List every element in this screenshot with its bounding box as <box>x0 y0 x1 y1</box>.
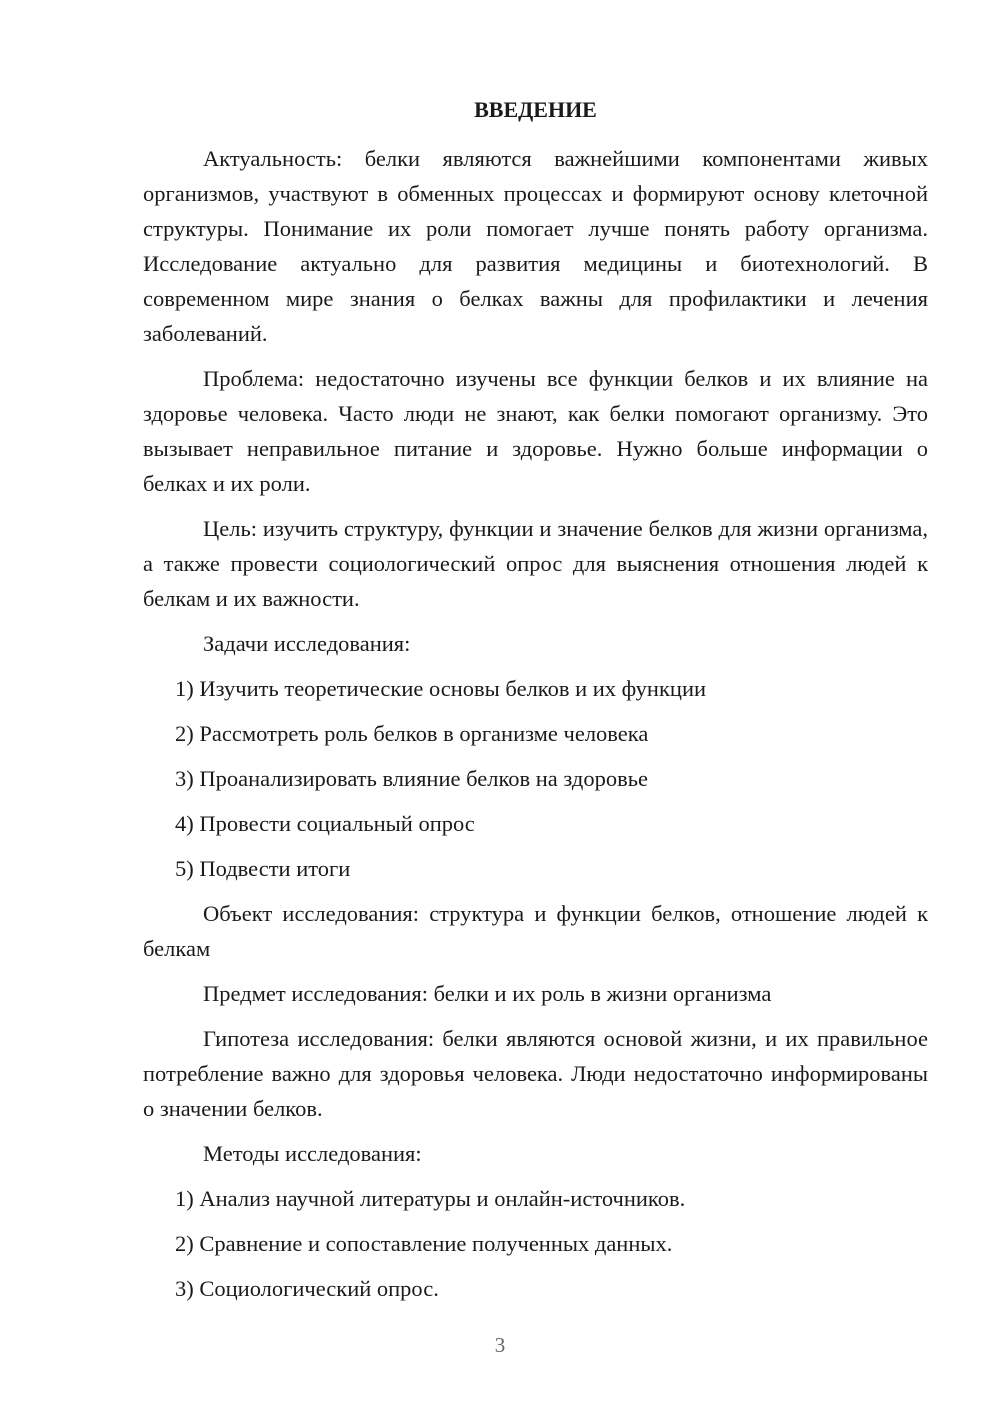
object-paragraph: Объект исследования: структура и функции белков, отношение людей к белкам <box>143 901 928 961</box>
relevance-paragraph: Актуальность: белки являются важнейшими компонентами живых организмов, участвуют в обменных процессах и формируют основу клеточной структуры. Понимание их роли помогает лучше понять работу организма. Исследование актуально для развития медицины и биотехнологий. В современном мире знания о белках важны для профилактики и лечения заболеваний. <box>143 146 928 346</box>
task-item: 4) Провести социальный опрос <box>175 811 475 836</box>
subject-paragraph: Предмет исследования: белки и их роль в жизни организма <box>203 981 772 1006</box>
method-item: 2) Сравнение и сопоставление полученных данных. <box>175 1231 673 1256</box>
problem-paragraph: Проблема: недостаточно изучены все функции белков и их влияние на здоровье человека. Часто люди не знают, как белки помогают организму. Это вызывает неправильное питание и здоровье. Нужно больше информации о белках и их роли. <box>143 366 928 496</box>
tasks-label: Задачи исследования: <box>203 631 411 656</box>
method-item: 1) Анализ научной литературы и онлайн-источников. <box>175 1186 686 1211</box>
page-content <box>143 92 928 1316</box>
section-heading: ВВЕДЕНИЕ <box>474 97 597 122</box>
task-item: 2) Рассмотреть роль белков в организме человека <box>175 721 649 746</box>
goal-paragraph: Цель: изучить структуру, функции и значение белков для жизни организма, а также провести социологический опрос для выяснения отношения людей к белкам и их важности. <box>143 516 928 611</box>
methods-label: Методы исследования: <box>203 1141 422 1166</box>
method-item: 3) Социологический опрос. <box>175 1276 439 1301</box>
page-number: 3 <box>494 1333 506 1357</box>
task-item: 3) Проанализировать влияние белков на здоровье <box>175 766 648 791</box>
task-item: 1) Изучить теоретические основы белков и их функции <box>175 676 707 701</box>
hypothesis-paragraph: Гипотеза исследования: белки являются основой жизни, и их правильное потребление важно для здоровья человека. Люди недостаточно информированы о значении белков. <box>143 1026 928 1121</box>
task-item: 5) Подвести итоги <box>175 856 351 881</box>
